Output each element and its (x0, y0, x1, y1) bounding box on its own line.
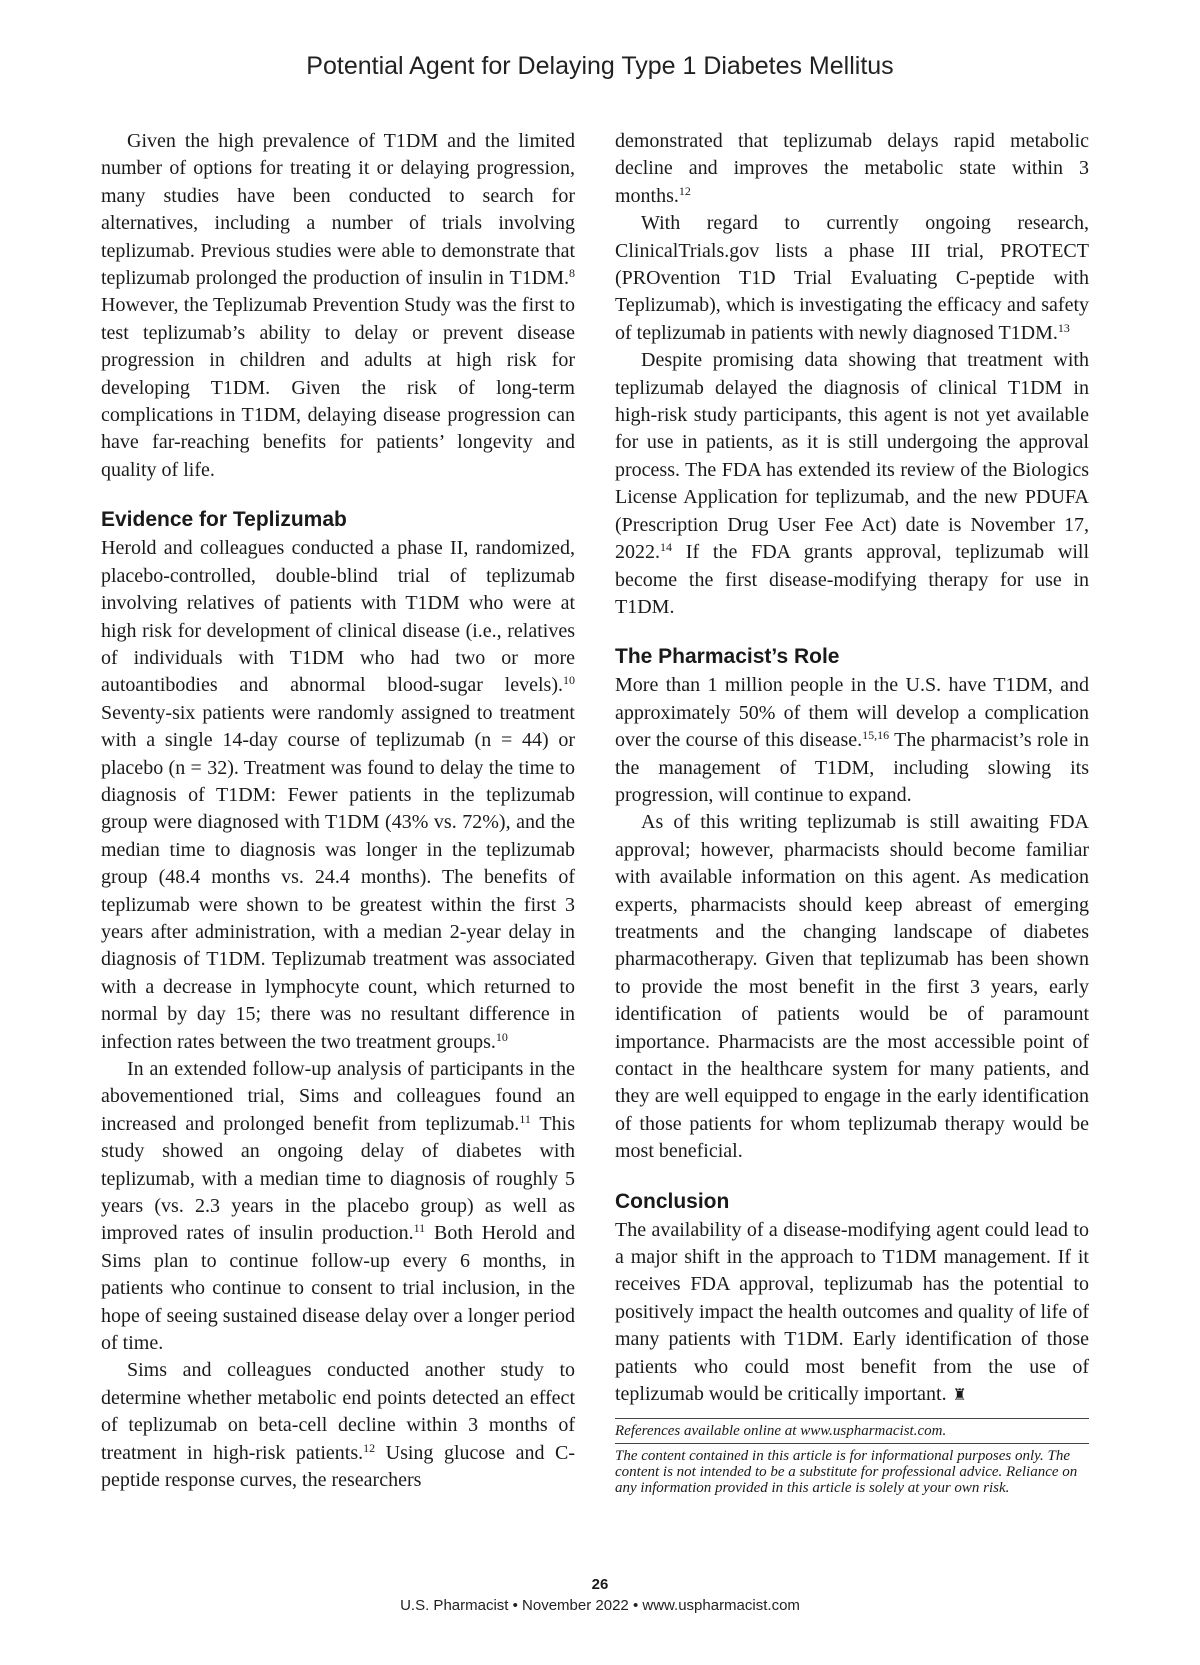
awaiting-approval-paragraph: As of this writing teplizumab is still awaiting FDA approval; however, pharmacists should become familiar with available information on this agent. As medication experts, pharmacists should keep abreast of emerging treatments and the changing landscape of diabetes pharmacotherapy. Given that teplizumab has been shown to provide the most benefit in the first 3 years, early identification of patients would be of paramount importance. Pharmacists are the most accessible point of contact in the healthcare system for many patients, and they are well equipped to engage in the early identification of those patients for whom teplizumab therapy would be most beneficial. (615, 811, 1089, 1163)
page-number: 26 (591, 1576, 609, 1593)
end-mark-icon: ♜ (952, 1385, 967, 1405)
role-paragraph: More than 1 million people in the U.S. have T1DM, and approximately 50% of them will develop a complication over the course of this disease.$^{15,16}$ The pharmacist’s role in the management of T1DM, including slowing its progression, will continue to expand. (615, 674, 1089, 806)
publication-footer: U.S. Pharmacist • November 2022 • www.uspharmacist.com (400, 1597, 800, 1614)
section-heading-evidence: Evidence for Teplizumab (101, 508, 347, 532)
approval-paragraph: Despite promising data showing that treatment with teplizumab delayed the diagnosis of clinical T1DM in high-risk study participants, this agent is not yet available for use in patients, as it is still undergoing the approval process. The FDA has extended its review of the Biologics License Application for teplizumab, and the new PDUFA (Prescription Drug User Fee Act) date is November 17, 2022.14 If the FDA grants approval, teplizumab will become the first disease-modifying therapy for use in T1DM. (615, 349, 1089, 618)
continued-paragraph: demonstrated that teplizumab delays rapid metabolic decline and improves the metabolic state within 3 months.$^{12}$ (615, 130, 1089, 207)
evidence-paragraph: Herold and colleagues conducted a phase II, randomized, placebo-controlled, double-blind trial of teplizumab involving relatives of patients with T1DM who were at high risk for development of clinical disease (i.e., relatives of individuals with T1DM who had two or more autoantibodies and abnormal blood-sugar levels).$^{10}$ Seventy-six patients were randomly assigned to treatment with a single 14-day course of teplizumab (n = 44) or placebo (n = 32). Treatment was found to delay the time to diagnosis of T1DM: Fewer patients in the teplizumab group were diagnosed with T1DM (43% vs. 72%), and the median time to diagnosis was longer in the teplizumab group (48.4 months vs. 24.4 months). The benefits of teplizumab were shown to be greatest within the first 3 years after administration, with a median 2-year delay in diagnosis of T1DM. Teplizumab treatment was associated with a decrease in lymphocyte count, which returned to normal by day 15; there was no resultant difference in infection rates between the two treatment groups.$^{10}$ (101, 537, 575, 1053)
section-heading-role: The Pharmacist’s Role (615, 645, 840, 669)
intro-paragraph: Given the high prevalence of T1DM and the limited number of options for treating it or delaying progression, many studies have been conducted to search for alternatives, including a number of trials involving teplizumab. Previous studies were able to demonstrate that teplizumab prolonged the production of insulin in T1DM.$^8$ However, the Teplizumab Prevention Study was the first to test teplizumab’s ability to delay or prevent disease progression in children and adults at high risk for developing T1DM. Given the risk of long-term complications in T1DM, delaying disease progression can have far-reaching benefits for patients’ longevity and quality of life. (101, 130, 575, 481)
metabolic-paragraph: Sims and colleagues conducted another study to determine whether metabolic end points detected an effect of teplizumab on beta-cell decline within 3 months of treatment in high-risk patients.$^{12}$ Using glucose and C-peptide response curves, the researchers (101, 1359, 575, 1492)
page-title: Potential Agent for Delaying Type 1 Diabetes Mellitus (306, 52, 894, 80)
notes-divider (615, 1418, 1089, 1419)
notes-divider (615, 1443, 1089, 1444)
references-note: References available online at www.uspharmacist.com. (615, 1423, 947, 1440)
disclaimer-note: The content contained in this article is for informational purposes only. The content is not intended to be a substitute for professional advice. Reliance on any information provided in this article is solely at your own risk. (615, 1448, 1078, 1497)
right-column (615, 128, 1089, 1500)
left-column (101, 128, 575, 1495)
conclusion-paragraph: The availability of a disease-modifying agent could lead to a major shift in the approach to T1DM management. If it receives FDA approval, teplizumab has the potential to positively impact the health outcomes and quality of life of many patients with T1DM. Early identification of those patients who could most benefit from the use of teplizumab would be critically important. ♜ (615, 1218, 1089, 1406)
ongoing-research-paragraph: With regard to currently ongoing research, ClinicalTrials.gov lists a phase III trial, PROTECT (PROvention T1D Trial Evaluating C-peptide with Teplizumab), which is investigating the efficacy and safety of teplizumab in patients with newly diagnosed T1DM.$^{13}$ (615, 212, 1089, 344)
article-notes (615, 1418, 1089, 1496)
section-heading-conclusion: Conclusion (615, 1189, 730, 1213)
followup-paragraph: In an extended follow-up analysis of participants in the abovementioned trial, Sims and colleagues found an increased and prolonged benefit from teplizumab.$^{11}$ This study showed an ongoing delay of diabetes with teplizumab, with a median time to diagnosis of roughly 5 years (vs. 2.3 years in the placebo group) as well as improved rates of insulin production.$^{11}$ Both Herold and Sims plan to continue follow-up every 6 months, in patients who continue to consent to trial inclusion, in the hope of seeing sustained disease delay over a longer period of time. (101, 1058, 576, 1355)
